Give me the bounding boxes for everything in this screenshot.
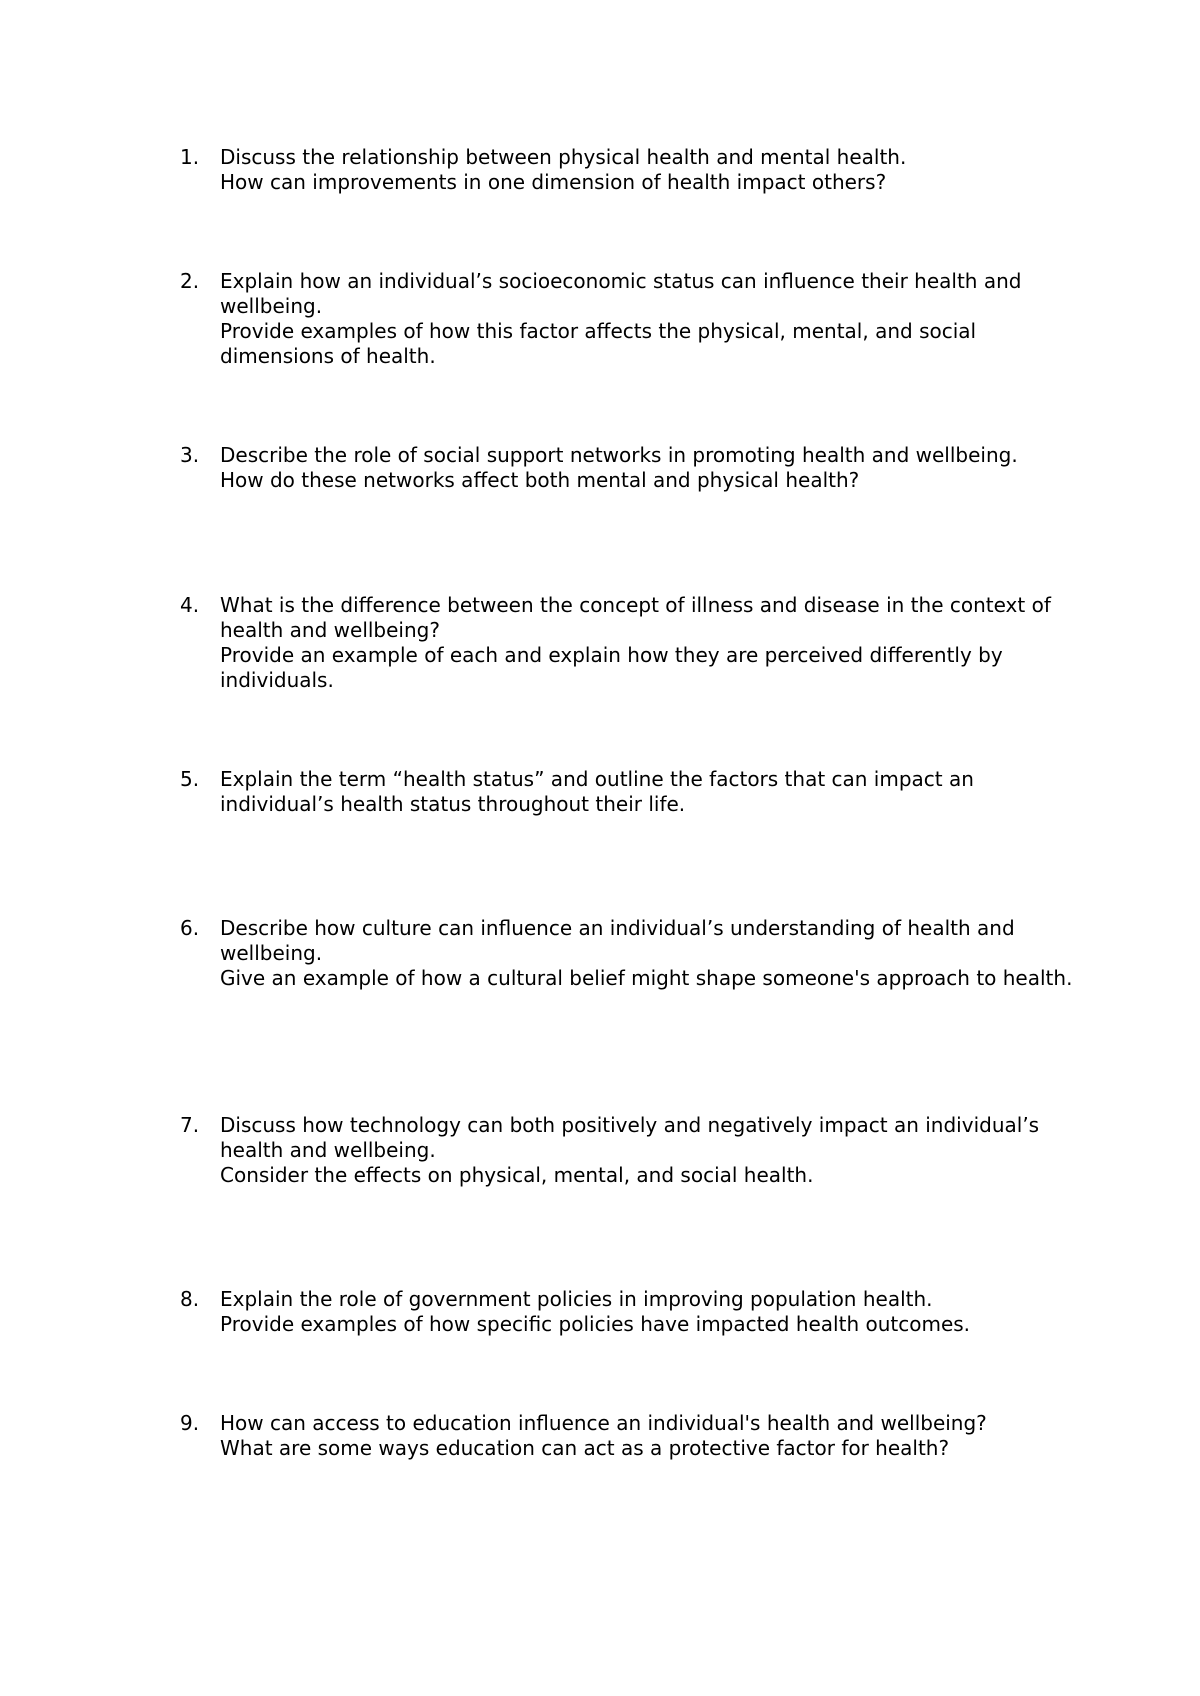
question-text: Provide examples of how this factor affects the physical, mental, and social dimensions of health.: [220, 319, 977, 368]
question-number: 1.: [180, 145, 200, 169]
question-text: Provide an example of each and explain how they are perceived differently by individuals.: [220, 643, 1003, 692]
question-text: Provide examples of how specific policies have impacted health outcomes.: [220, 1312, 971, 1336]
question-number: 4.: [180, 593, 200, 617]
question-text: Discuss the relationship between physical health and mental health.: [220, 145, 907, 169]
question-1: [180, 145, 1080, 195]
question-text: How can improvements in one dimension of health impact others?: [220, 170, 887, 194]
question-number: 5.: [180, 767, 200, 791]
question-text: How do these networks affect both mental and physical health?: [220, 468, 860, 492]
question-number: 7.: [180, 1113, 200, 1137]
question-text: What is the difference between the concept of illness and disease in the context of health and wellbeing?: [220, 593, 1051, 642]
question-3: [180, 443, 1080, 493]
question-7: [180, 1113, 1080, 1188]
question-text: Explain the role of government policies in improving population health.: [220, 1287, 933, 1311]
question-number: 8.: [180, 1287, 200, 1311]
question-number: 2.: [180, 269, 200, 293]
question-text: How can access to education influence an individual's health and wellbeing?: [220, 1411, 987, 1435]
question-text: What are some ways education can act as a protective factor for health?: [220, 1436, 950, 1460]
question-4: [180, 593, 1080, 693]
question-text: Describe the role of social support networks in promoting health and wellbeing.: [220, 443, 1018, 467]
question-text: Explain how an individual’s socioeconomic status can influence their health and wellbeing.: [220, 269, 1022, 318]
question-8: [180, 1287, 1080, 1337]
question-number: 6.: [180, 916, 200, 940]
question-9: [180, 1411, 1080, 1461]
question-5: [180, 767, 1080, 817]
question-6: [180, 916, 1080, 991]
question-number: 9.: [180, 1411, 200, 1435]
question-number: 3.: [180, 443, 200, 467]
question-text: Discuss how technology can both positively and negatively impact an individual’s health and wellbeing.: [220, 1113, 1040, 1162]
question-text: Explain the term “health status” and outline the factors that can impact an individual’s health status throughout their life.: [220, 767, 974, 816]
question-text: Describe how culture can influence an individual’s understanding of health and wellbeing.: [220, 916, 1015, 965]
question-2: [180, 269, 1080, 369]
question-text: Consider the effects on physical, mental, and social health.: [220, 1163, 814, 1187]
question-text: Give an example of how a cultural belief might shape someone's approach to health.: [220, 966, 1073, 990]
